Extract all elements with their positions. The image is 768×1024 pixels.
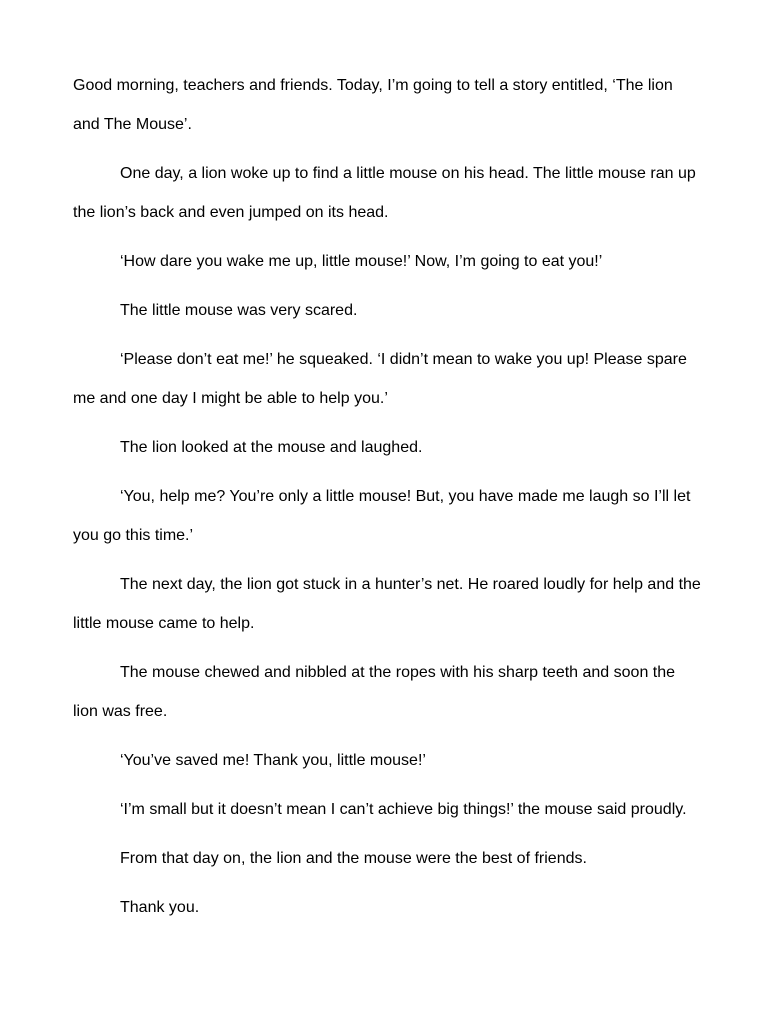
story-paragraph: From that day on, the lion and the mouse were the best of friends. — [120, 850, 587, 867]
story-paragraph: The mouse chewed and nibbled at the ropes with his sharp teeth and soon the lion was free. — [73, 664, 676, 720]
story-paragraph: The little mouse was very scared. — [120, 302, 358, 319]
story-paragraph: ‘Please don’t eat me!’ he squeaked. ‘I didn’t mean to wake you up! Please spare me and one day I might be able to help you.’ — [73, 351, 687, 407]
story-paragraph: ‘I’m small but it doesn’t mean I can’t achieve big things!’ the mouse said proudly. — [120, 801, 687, 818]
story-paragraph: The next day, the lion got stuck in a hunter’s net. He roared loudly for help and the little mouse came to help. — [73, 576, 701, 632]
story-paragraph: ‘How dare you wake me up, little mouse!’ Now, I’m going to eat you!’ — [120, 253, 603, 270]
intro-paragraph: Good morning, teachers and friends. Today, I’m going to tell a story entitled, ‘The lion and The Mouse’. — [73, 77, 673, 133]
story-paragraph: The lion looked at the mouse and laughed. — [120, 439, 423, 456]
story-paragraph: ‘You’ve saved me! Thank you, little mouse!’ — [120, 752, 426, 769]
story-paragraph: ‘You, help me? You’re only a little mouse! But, you have made me laugh so I’ll let you go this time.’ — [73, 488, 691, 544]
story-text — [73, 66, 703, 937]
closing-paragraph: Thank you. — [120, 899, 200, 916]
story-paragraph: One day, a lion woke up to find a little mouse on his head. The little mouse ran up the lion’s back and even jumped on its head. — [73, 165, 696, 221]
